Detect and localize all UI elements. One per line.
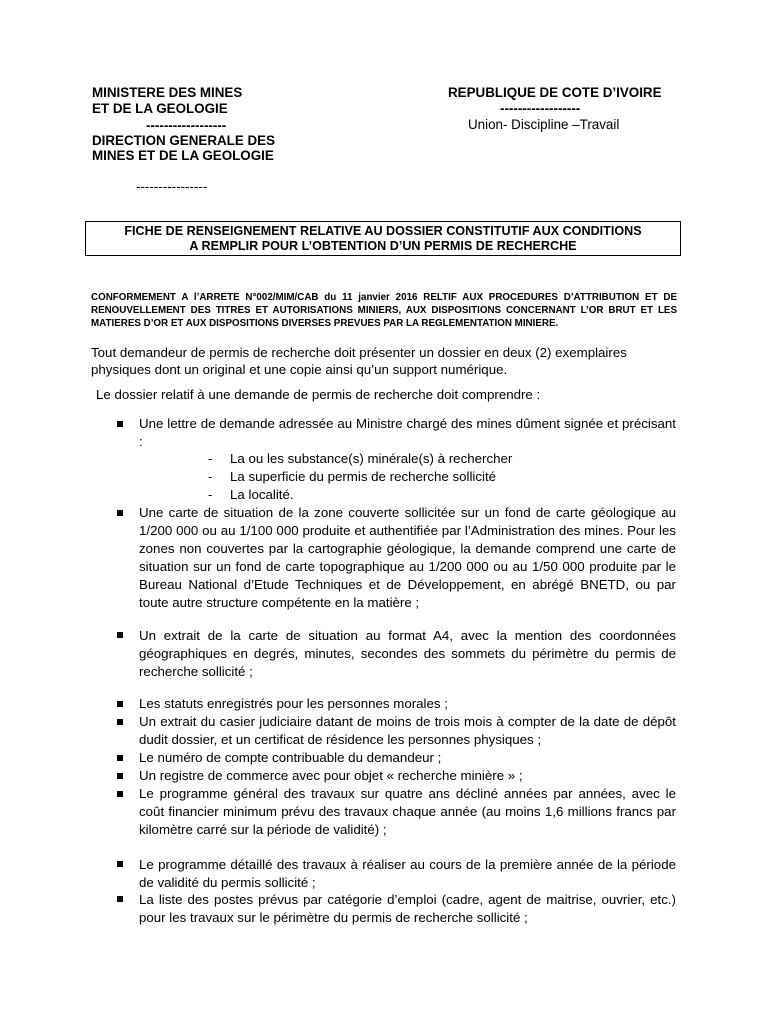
bullet-marker [117,773,123,779]
legal-reference: CONFORMEMENT A l’ARRETE N°002/MIM/CAB du 11 janvier 2016 RELTIF AUX PROCEDURES D’ATTRIBUTION ET DE RENOUVELLEMENT DES TITRES ET AUTORISATIONS MINIERS, AUX DISPOSITIONS CONCERNANT L’OR BRUT ET LES MATIERES D’OR ET AUX DISPOSITIONS DIVERSES PREVUES PAR LA REGLEMENTATION MINIERE. [91,292,677,329]
sub-item-text: La superficie du permis de recherche sollicité [230,469,497,484]
dossier-intro: Le dossier relatif à une demande de permis de recherche doit comprendre : [96,387,541,402]
direction-name-line2: MINES ET DE LA GEOLOGIE [92,148,274,163]
bullet-marker [117,421,123,427]
country-name: REPUBLIQUE DE COTE D’IVOIRE [448,85,662,100]
requirement-item-4: Les statuts enregistrés pour les personnes morales ; [139,696,448,711]
direction-separator: ---------------- [136,179,208,194]
bullet-marker [117,510,123,516]
dash-marker: - [208,487,213,502]
national-motto: Union- Discipline –Travail [468,117,620,132]
requirement-item-2: Une carte de situation de la zone couverte sollicitée sur un fond de carte géologique au 1/200 000 ou au 1/100 000 produite et authentifiée par l’Administration des mines. Pour les zones non couvertes par la cartographie géologique, la demande comprend une carte de situation sur un fond de carte topographique au 1/200 000 ou au 1/50 000 produite par le Bureau National d’Etude Techniques et de Développement, en abrégé BNETD, ou par toute autre structure compétente en la matière ; [139,505,676,610]
bullet-marker [117,719,123,725]
intro-paragraph: Tout demandeur de permis de recherche doit présenter un dossier en deux (2) exemplaires physiques dont un original et une copie ainsi qu’un support numérique. [91,345,627,377]
document-title-box [85,221,681,256]
ministry-separator: ------------------ [146,118,227,133]
requirement-item-3: Un extrait de la carte de situation au format A4, avec la mention des coordonnées géographiques en degrés, minutes, secondes des sommets du périmètre du permis de recherche sollicité ; [139,628,676,679]
bullet-marker [117,896,123,902]
document-title-line1: FICHE DE RENSEIGNEMENT RELATIVE AU DOSSIER CONSTITUTIF AUX CONDITIONS [124,224,642,238]
requirement-item-7: Un registre de commerce avec pour objet « recherche minière » ; [139,768,523,783]
requirement-item-6: Le numéro de compte contribuable du demandeur ; [139,750,442,765]
ministry-name-line1: MINISTERE DES MINES [92,85,243,100]
ministry-name-line2: ET DE LA GEOLOGIE [92,101,228,116]
country-separator: ------------------ [500,101,581,116]
requirement-item-8: Le programme général des travaux sur quatre ans décliné années par années, avec le coût financier minimum prévu des travaux chaque année (au moins 1,6 millions francs par kilomètre carré sur la période de validité) ; [139,786,676,837]
sub-item-text: La ou les substance(s) minérale(s) à rechercher [230,451,513,466]
bullet-marker [117,861,123,867]
requirement-item-5: Un extrait du casier judiciaire datant de moins de trois mois à compter de la date de dépôt dudit dossier, et un certificat de résidence les personnes physiques ; [139,714,676,747]
requirement-item-9: Le programme détaillé des travaux à réaliser au cours de la première année de la période de validité du permis sollicité ; [139,857,676,890]
bullet-marker [117,701,123,707]
requirement-item-1: Une lettre de demande adressée au Ministre chargé des mines dûment signée et précisant : [139,416,676,449]
dash-marker: - [208,451,213,466]
direction-name-line1: DIRECTION GENERALE DES [92,133,276,148]
sub-item-text: La localité. [230,487,294,502]
bullet-marker [117,791,123,797]
dash-marker: - [208,469,213,484]
requirement-item-10: La liste des postes prévus par catégorie d’emploi (cadre, agent de maitrise, ouvrier, etc.) pour les travaux sur le périmètre du permis de recherche sollicité ; [139,892,676,925]
bullet-marker [117,755,123,761]
document-title-line2: A REMPLIR POUR L’OBTENTION D’UN PERMIS DE RECHERCHE [189,239,577,253]
bullet-marker [117,632,123,638]
